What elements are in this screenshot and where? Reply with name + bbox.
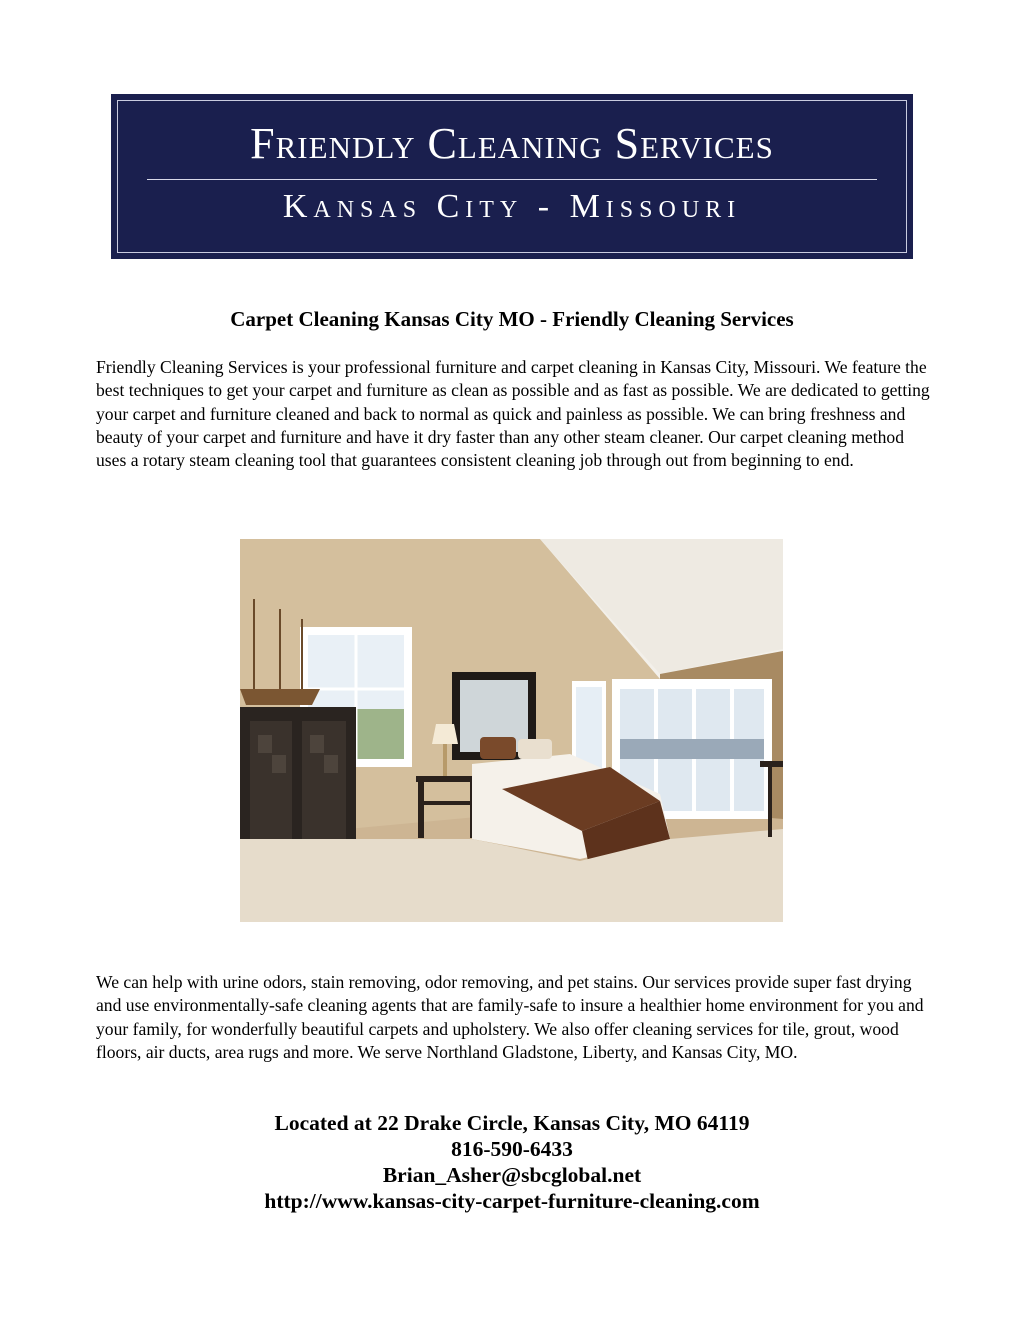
bedroom-photo — [240, 539, 783, 922]
contact-website: http://www.kansas-city-carpet-furniture-cleaning.com — [264, 1189, 760, 1213]
services-paragraph: We can help with urine odors, stain removing, odor removing, and pet stains. Our services provide super fast drying and use environmentally-safe cleaning agents that are family-safe to insure a healthier home environment for you and your family, for wonderfully beautiful carpets and upholstery. We also offer cleaning services for tile, grout, wood floors, air ducts, area rugs and more. We serve Northland Gladstone, Liberty, and Kansas City, MO. — [96, 972, 924, 1062]
banner-company-name: Friendly Cleaning Services — [250, 119, 774, 168]
page-title: Carpet Cleaning Kansas City MO - Friendly Cleaning Services — [230, 307, 794, 331]
contact-phone: 816-590-6433 — [451, 1137, 573, 1161]
banner-location: Kansas City - Missouri — [282, 188, 742, 225]
contact-email: Brian_Asher@sbcglobal.net — [382, 1163, 642, 1187]
logo-banner — [111, 94, 913, 259]
banner-divider — [147, 179, 877, 180]
intro-paragraph: Friendly Cleaning Services is your professional furniture and carpet cleaning in Kansas City, Missouri. We feature the best techniques to get your carpet and furniture as clean as possible and as fast as possible. We are dedicated to getting your carpet and furniture cleaned and back to normal as quick and painless as possible. We can bring freshness and beauty of your carpet and furniture and have it dry faster than any other steam cleaner. Our carpet cleaning method uses a rotary steam cleaning tool that guarantees consistent cleaning job through out from beginning to end. — [96, 357, 930, 471]
contact-address: Located at 22 Drake Circle, Kansas City, MO 64119 — [274, 1111, 750, 1135]
